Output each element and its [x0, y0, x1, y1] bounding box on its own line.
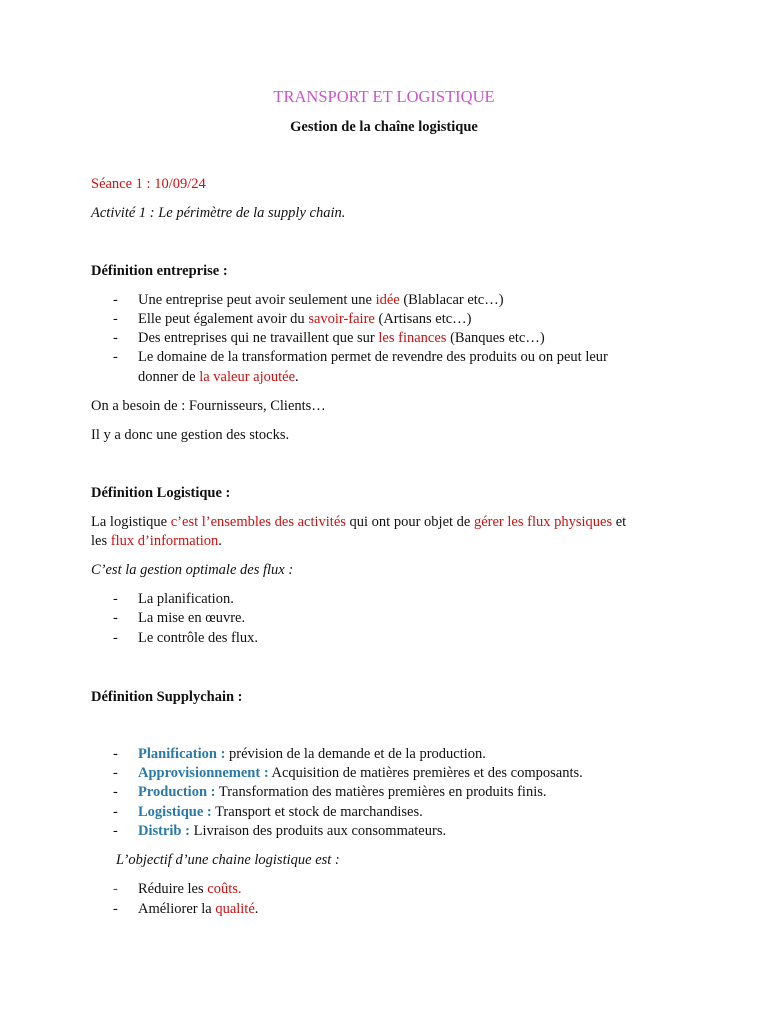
paragraph-logistique-line2: les flux d’information. [91, 533, 222, 549]
bullet-dash: - [113, 292, 118, 308]
bullet-dash: - [113, 330, 118, 346]
heading-definition-entreprise: Définition entreprise : [91, 263, 228, 279]
bullet-dash: - [113, 765, 118, 781]
bullet-dash: - [113, 823, 118, 839]
bullet-dash: - [113, 630, 118, 646]
bullet-dash: - [113, 901, 118, 917]
bullet-dash: - [113, 311, 118, 327]
paragraph-logistique-line1: La logistique c’est l’ensembles des activités qui ont pour objet de gérer les flux physiques et [91, 514, 627, 530]
heading-definition-logistique: Définition Logistique : [91, 485, 231, 501]
italic-statement: C’est la gestion optimale des flux : [91, 562, 294, 578]
bullet-dash: - [113, 746, 118, 762]
bullet-dash: - [113, 804, 118, 820]
bullet-dash: - [113, 610, 118, 626]
bullet-dash: - [113, 881, 118, 897]
bullet-dash: - [113, 784, 118, 800]
heading-definition-supplychain: Définition Supplychain : [91, 689, 243, 705]
document-page: TRANSPORT ET LOGISTIQUE Gestion de la chaîne logistique Séance 1 : 10/09/24 Activité 1 : Le périmètre de la supply chain. Définition entreprise : - Une entreprise peut avoir seulement une idée (Blablacar etc…) - Elle peut également avoir du savoir-faire (Artisans etc…) - Des entreprises qui ne travaillent que sur les finances (Banques etc…) - Le domaine de la transformation permet de revendre des produits ou on peut leur donner de la valeur ajoutée. On a besoin de : Fournisseurs, Clients… Il y a donc une gestion des stocks. Définition Logistique : La logistique c’est l’ensembles des activités qui ont pour objet de gérer les flux physiques et les flux d’information. C’est la gestion optimale des flux : - La planification. - La mise en œuvre. - Le contrôle des flux. Définition Supplychain : - Planification : prévision de la demande et de la production. - Approvisionnement : Acquisition de matières premières et des composants. - Production : Transformation des matières premières en produits finis. - Logistique : Transport et stock de marchandises. - Distrib : Livraison des produits aux consommateurs. L’objectif d’une chaine logistique est : - Réduire les coûts. - Améliorer la qualité. [0, 0, 768, 1024]
objective-statement: L’objectif d’une chaine logistique est : [116, 852, 340, 868]
paragraph: Il y a donc une gestion des stocks. [91, 427, 290, 443]
bullet-dash: - [113, 591, 118, 607]
session-date: Séance 1 : 10/09/24 [91, 176, 206, 192]
paragraph: On a besoin de : Fournisseurs, Clients… [91, 398, 326, 414]
bullet-dash: - [113, 349, 118, 365]
activity-title: Activité 1 : Le périmètre de la supply chain. [91, 205, 346, 221]
document-subtitle: Gestion de la chaîne logistique [290, 119, 478, 135]
document-title: TRANSPORT ET LOGISTIQUE [273, 87, 495, 106]
